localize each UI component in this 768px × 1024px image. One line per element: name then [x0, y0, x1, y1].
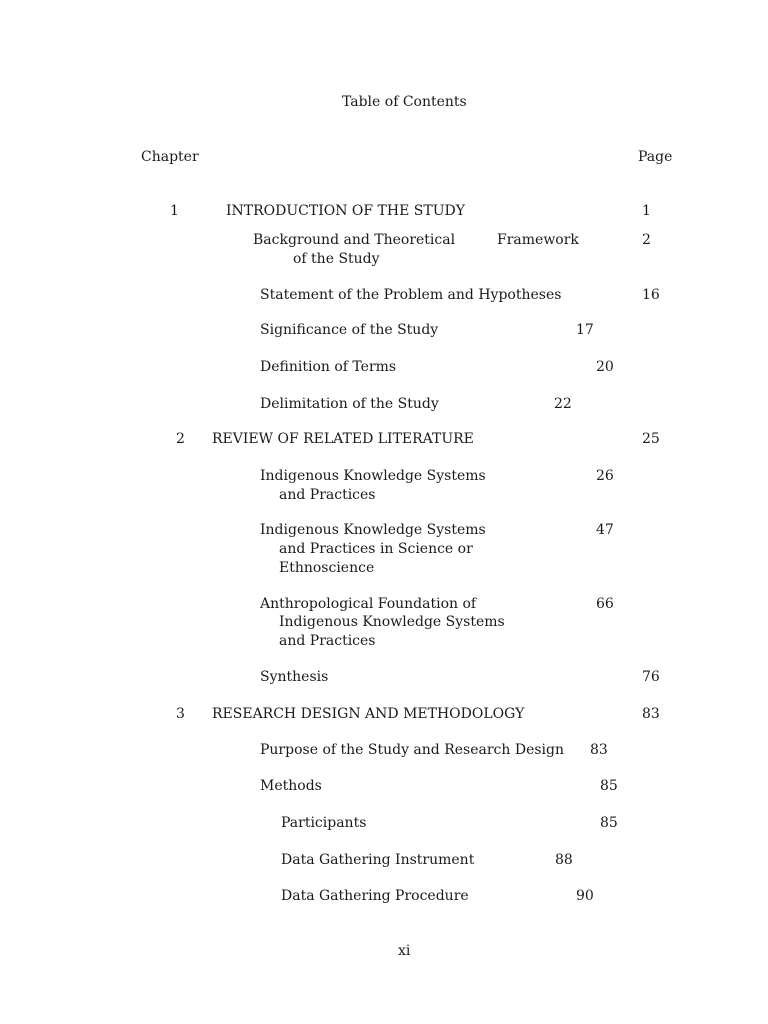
page-number: 83 — [642, 706, 660, 722]
page-title: Table of Contents — [342, 94, 467, 110]
section-title-part: Framework — [497, 232, 579, 248]
page-number: 1 — [642, 203, 651, 219]
section-title: Synthesis — [260, 669, 329, 685]
page-number: 85 — [600, 815, 618, 831]
section-title: Significance of the Study — [260, 322, 439, 338]
page-number: 85 — [600, 778, 618, 794]
page-number: 83 — [590, 742, 608, 758]
section-title: Statement of the Problem and Hypotheses — [260, 287, 562, 303]
section-title-continuation: and Practices — [279, 487, 376, 503]
chapter-column-header: Chapter — [141, 149, 199, 165]
page-number: 17 — [576, 322, 594, 338]
section-title: Delimitation of the Study — [260, 396, 439, 412]
page-number: 16 — [642, 287, 660, 303]
page-number: 90 — [576, 888, 594, 904]
page-number: 26 — [596, 468, 614, 484]
chapter-number: 2 — [176, 431, 185, 447]
section-title-continuation: and Practices in Science or — [279, 541, 473, 557]
section-title: Purpose of the Study and Research Design — [260, 742, 565, 758]
chapter-title: RESEARCH DESIGN AND METHODOLOGY — [212, 706, 525, 722]
subsection-title: Participants — [281, 815, 367, 831]
subsection-title: Data Gathering Instrument — [281, 852, 475, 868]
page-number: 22 — [554, 396, 572, 412]
page-number: 66 — [596, 596, 614, 612]
section-title: Background and Theoretical — [253, 232, 456, 248]
page-number: 47 — [596, 522, 614, 538]
chapter-title: INTRODUCTION OF THE STUDY — [226, 203, 465, 219]
section-title: Indigenous Knowledge Systems — [260, 522, 486, 538]
page-number: 76 — [642, 669, 660, 685]
section-title: Indigenous Knowledge Systems — [260, 468, 486, 484]
page-number: 88 — [555, 852, 573, 868]
chapter-number: 3 — [176, 706, 185, 722]
footer-page-number: xi — [398, 943, 411, 959]
chapter-number: 1 — [170, 203, 179, 219]
chapter-title: REVIEW OF RELATED LITERATURE — [212, 431, 474, 447]
page-number: 20 — [596, 359, 614, 375]
section-title-continuation: Indigenous Knowledge Systems — [279, 614, 505, 630]
section-title-continuation: Ethnoscience — [279, 560, 375, 576]
section-title: Methods — [260, 778, 322, 794]
section-title-continuation: of the Study — [293, 251, 380, 267]
subsection-title: Data Gathering Procedure — [281, 888, 469, 904]
section-title: Anthropological Foundation of — [260, 596, 477, 612]
section-title-continuation: and Practices — [279, 633, 376, 649]
page-number: 25 — [642, 431, 660, 447]
section-title: Definition of Terms — [260, 359, 397, 375]
page-number: 2 — [642, 232, 651, 248]
page-column-header: Page — [638, 149, 673, 165]
